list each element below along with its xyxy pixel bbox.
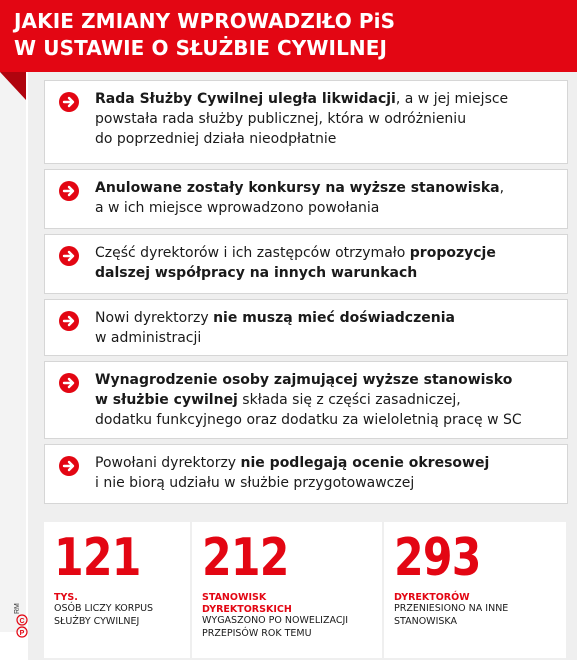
text-segment: i nie biorą udziału w służbie przygotowawczej bbox=[95, 475, 415, 491]
stat-unit-line: STANOWISK bbox=[202, 592, 267, 603]
bold-segment: Rada Służby Cywilnej uległa likwidacji bbox=[95, 91, 396, 107]
bold-segment: propozycje bbox=[409, 245, 496, 261]
arrow-right-icon bbox=[59, 311, 79, 331]
list-item bbox=[44, 444, 568, 504]
bold-segment: nie muszą mieć doświadczenia bbox=[213, 310, 455, 326]
text-line bbox=[95, 390, 560, 410]
stat-description bbox=[54, 602, 153, 628]
text-line bbox=[95, 410, 560, 430]
stat-description-line: PRZENIESIONO NA INNE bbox=[394, 603, 509, 614]
bold-segment: Anulowane zostały konkursy na wyższe stanowiska bbox=[95, 180, 500, 196]
text-line bbox=[95, 178, 560, 198]
text-segment: dodatku funkcyjnego oraz dodatku za wieloletnią pracę w SC bbox=[95, 412, 522, 428]
text-segment: a w ich miejsce wprowadzono powołania bbox=[95, 200, 380, 216]
side-shadow bbox=[0, 72, 26, 632]
arrow-right-icon bbox=[59, 92, 79, 112]
text-segment: w administracji bbox=[95, 330, 202, 346]
text-segment: , a w jej miejsce bbox=[395, 91, 509, 107]
text-segment: składa się z części zasadniczej, bbox=[237, 392, 461, 408]
credit-initials: RM bbox=[14, 603, 21, 614]
text-line bbox=[95, 370, 560, 390]
arrow-right-icon bbox=[59, 373, 79, 393]
list-item-text bbox=[95, 453, 560, 493]
stat-description-line: STANOWISKA bbox=[394, 616, 457, 627]
svg-text:P: P bbox=[19, 630, 25, 637]
stat-number: 212 bbox=[202, 528, 289, 588]
stats-row bbox=[44, 522, 566, 658]
stat-description bbox=[394, 602, 508, 628]
text-segment: do poprzedniej działa nieodpłatnie bbox=[95, 131, 337, 147]
list-item-text bbox=[95, 243, 560, 283]
text-line bbox=[95, 198, 560, 218]
stat-column bbox=[192, 522, 382, 658]
text-line bbox=[95, 308, 560, 328]
stat-divider bbox=[382, 522, 384, 658]
stat-unit-line: TYS. bbox=[54, 592, 78, 603]
text-segment: Część dyrektorów i ich zastępców otrzymało bbox=[95, 245, 410, 261]
stat-number: 121 bbox=[54, 528, 141, 588]
text-line bbox=[95, 328, 560, 348]
stat-unit-line: DYREKTORSKICH bbox=[202, 604, 292, 615]
title-line-1: JAKIE ZMIANY WPROWADZIŁO PiS bbox=[14, 9, 396, 33]
bold-segment: w służbie cywilnej bbox=[95, 392, 238, 408]
arrow-right-icon bbox=[59, 181, 79, 201]
list-item-text bbox=[95, 370, 560, 430]
header-banner bbox=[0, 0, 577, 72]
text-line bbox=[95, 129, 560, 149]
text-line bbox=[95, 89, 560, 109]
stat-unit-line: DYREKTORÓW bbox=[394, 592, 470, 603]
stat-description-line: PRZEPISÓW ROK TEMU bbox=[202, 628, 312, 639]
banner-fold bbox=[0, 72, 26, 100]
arrow-right-icon bbox=[59, 246, 79, 266]
stat-column bbox=[44, 522, 190, 658]
text-segment: , bbox=[499, 180, 505, 196]
credit-mark bbox=[16, 598, 28, 638]
bold-segment: nie podlegają ocenie okresowej bbox=[240, 455, 490, 471]
svg-text:C: C bbox=[19, 618, 25, 625]
title-line-2: W USTAWIE O SŁUŻBIE CYWILNEJ bbox=[14, 36, 388, 60]
bold-segment: Wynagrodzenie osoby zajmującej wyższe stanowisko bbox=[95, 372, 513, 388]
stat-divider bbox=[190, 522, 192, 658]
list-item bbox=[44, 361, 568, 439]
arrow-right-icon bbox=[59, 456, 79, 476]
list-item-text bbox=[95, 308, 560, 348]
page-title bbox=[14, 8, 554, 62]
stat-description-line: SŁUŻBY CYWILNEJ bbox=[54, 616, 140, 627]
list-item bbox=[44, 169, 568, 229]
text-line bbox=[95, 109, 560, 129]
stat-description bbox=[202, 614, 348, 640]
stat-unit bbox=[202, 592, 292, 616]
bold-segment: dalszej współpracy na innych warunkach bbox=[95, 265, 418, 281]
text-line bbox=[95, 263, 560, 283]
list-item bbox=[44, 234, 568, 294]
list-item-text bbox=[95, 89, 560, 149]
text-segment: powstała rada służby publicznej, która w odróżnieniu bbox=[95, 111, 467, 127]
stat-description-line: WYGASZONO PO NOWELIZACJI bbox=[202, 615, 349, 626]
text-segment: Nowi dyrektorzy bbox=[95, 310, 214, 326]
stat-column bbox=[384, 522, 566, 658]
stat-description-line: OSÓB LICZY KORPUS bbox=[54, 603, 154, 614]
text-line bbox=[95, 473, 560, 493]
text-line bbox=[95, 453, 560, 473]
list-item-text bbox=[95, 178, 560, 218]
list-item bbox=[44, 80, 568, 164]
text-line bbox=[95, 243, 560, 263]
text-segment: Powołani dyrektorzy bbox=[95, 455, 241, 471]
stat-number: 293 bbox=[394, 528, 481, 588]
list-item bbox=[44, 299, 568, 356]
